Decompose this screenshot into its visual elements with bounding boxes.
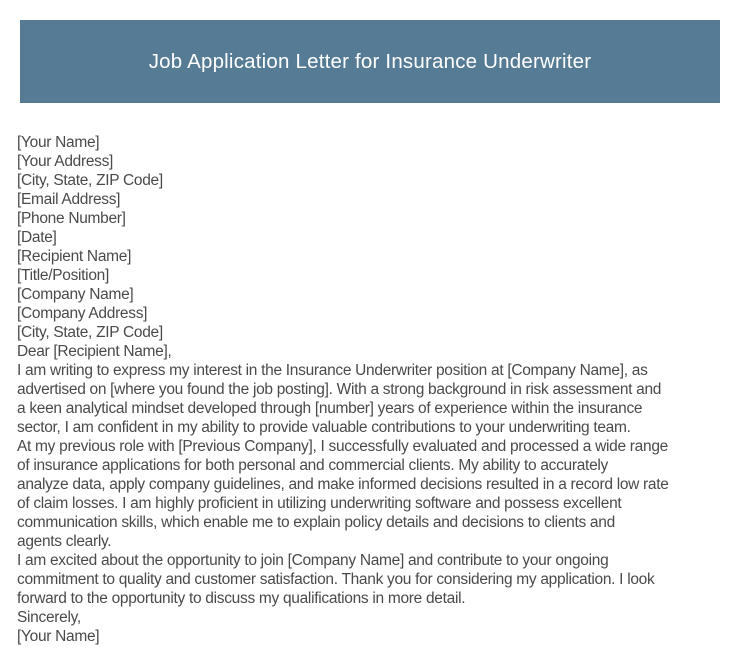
letter-line: [Your Name] bbox=[17, 134, 100, 151]
letter-line: I am writing to express my interest in the Insurance Underwriter position at [Company Name], as bbox=[17, 362, 648, 379]
letter-line: [Phone Number] bbox=[17, 210, 126, 227]
letter-line: At my previous role with [Previous Company], I successfully evaluated and processed a wide range bbox=[17, 438, 668, 455]
letter-line: [Your Address] bbox=[17, 153, 114, 170]
letter-line: [Your Name] bbox=[17, 628, 100, 645]
letter-line: communication skills, which enable me to explain policy details and decisions to clients and bbox=[17, 514, 615, 531]
letter-line: of claim losses. I am highly proficient in utilizing underwriting software and possess excellent bbox=[17, 495, 622, 512]
letter-line: [Date] bbox=[17, 229, 57, 246]
page-title: Job Application Letter for Insurance Underwriter bbox=[148, 49, 592, 73]
letter-body bbox=[17, 133, 729, 646]
letter-line: forward to the opportunity to discuss my qualifications in more detail. bbox=[17, 590, 466, 607]
letter-line: [Company Address] bbox=[17, 305, 148, 322]
letter-line: Sincerely, bbox=[17, 609, 81, 626]
letter-line: [City, State, ZIP Code] bbox=[17, 324, 163, 341]
letter-line: of insurance applications for both personal and commercial clients. My ability to accurately bbox=[17, 457, 608, 474]
letter-line: a keen analytical mindset developed through [number] years of experience within the insurance bbox=[17, 400, 643, 417]
letter-line: [Email Address] bbox=[17, 191, 121, 208]
letter-line: advertised on [where you found the job posting]. With a strong background in risk assessment and bbox=[17, 381, 662, 398]
letter-line: commitment to quality and customer satisfaction. Thank you for considering my application. I look bbox=[17, 571, 655, 588]
letter-line: analyze data, apply company guidelines, and make informed decisions resulted in a record low rate bbox=[17, 476, 669, 493]
letter-line: Dear [Recipient Name], bbox=[17, 343, 172, 360]
letter-line: I am excited about the opportunity to join [Company Name] and contribute to your ongoing bbox=[17, 552, 609, 569]
letter-line: agents clearly. bbox=[17, 533, 112, 550]
letter-line: sector, I am confident in my ability to provide valuable contributions to your underwriting team. bbox=[17, 419, 631, 436]
letter-line: [Title/Position] bbox=[17, 267, 109, 284]
letter-line: [Recipient Name] bbox=[17, 248, 132, 265]
letter-line: [City, State, ZIP Code] bbox=[17, 172, 163, 189]
letter-line: [Company Name] bbox=[17, 286, 134, 303]
header-banner bbox=[20, 20, 720, 103]
